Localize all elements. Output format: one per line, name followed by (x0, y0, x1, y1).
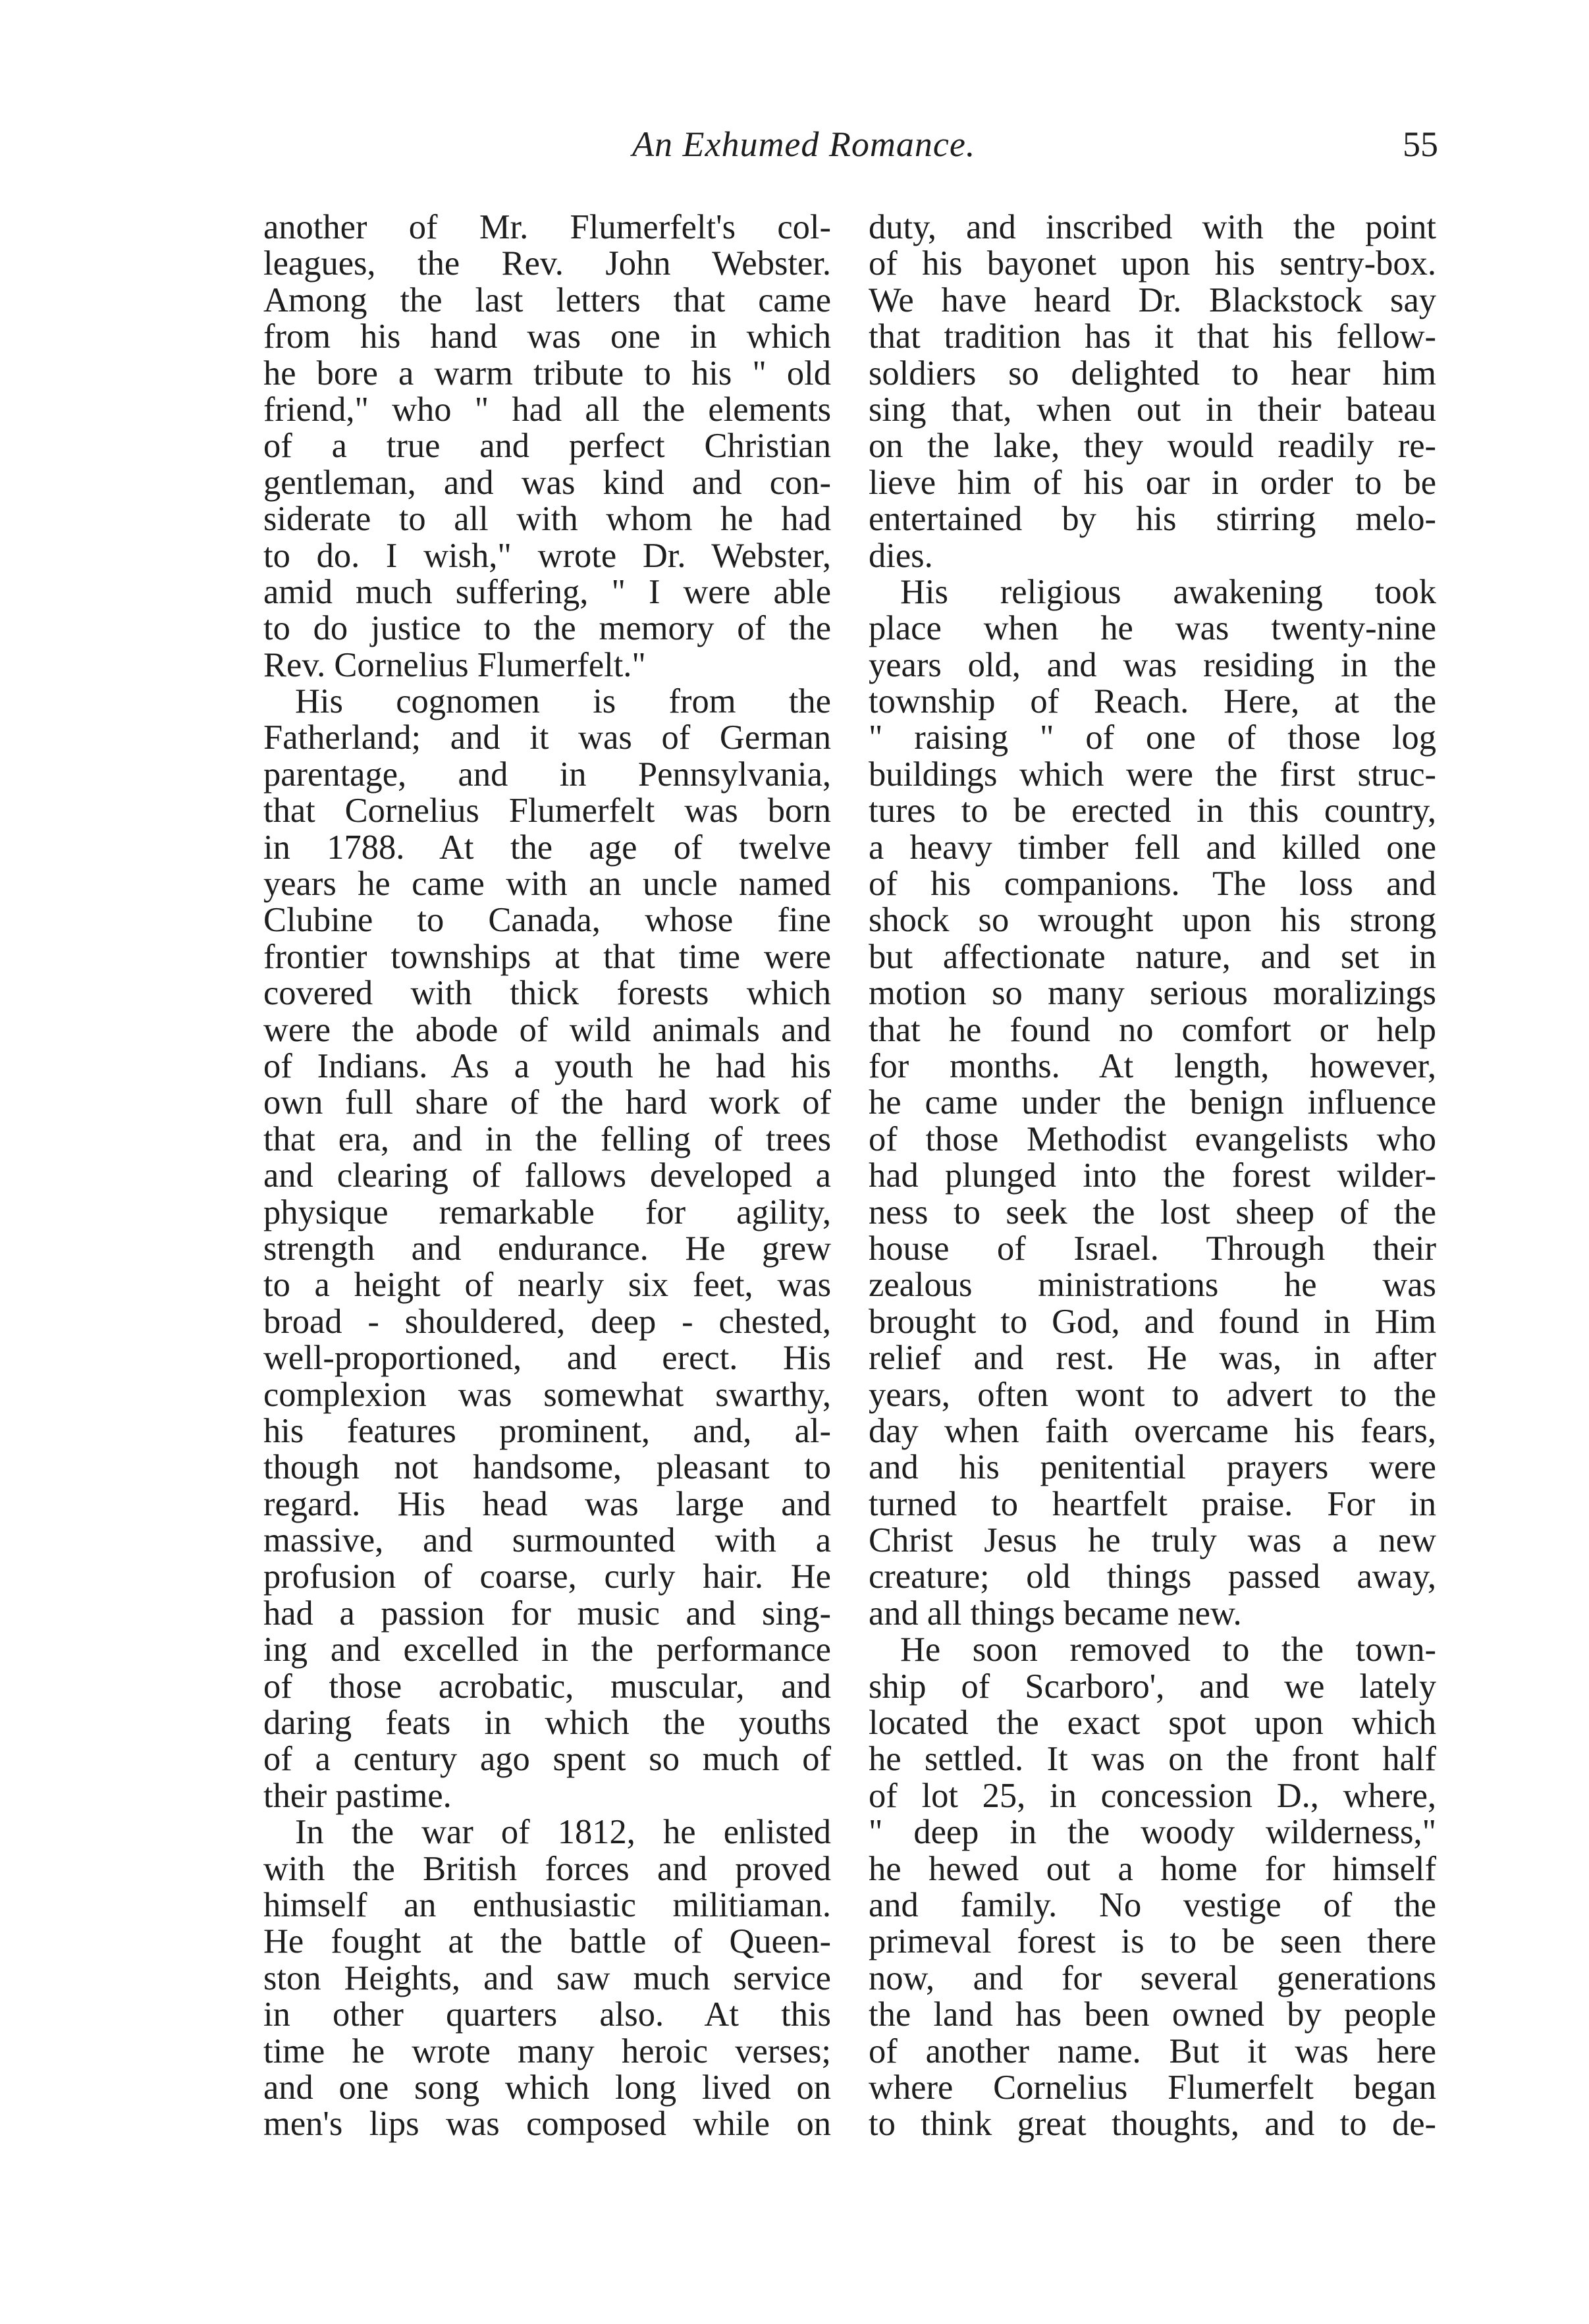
text-line: to do justice to the memory of the (263, 609, 831, 648)
text-line: primeval forest is to be seen there (869, 1922, 1436, 1961)
text-line: years he came with an uncle named (263, 865, 831, 904)
text-line: Rev. Cornelius Flumerfelt." (263, 645, 646, 684)
text-line: the land has been owned by people (869, 1995, 1436, 2034)
text-line: well-proportioned, and erect. His (263, 1339, 831, 1378)
text-line: he came under the benign influence (869, 1083, 1436, 1122)
page-number: 55 (1403, 124, 1438, 164)
text-line: their pastime. (263, 1776, 452, 1815)
text-line: frontier townships at that time were (263, 937, 831, 976)
text-line: His religious awakening took (900, 572, 1436, 611)
text-line: daring feats in which the youths (263, 1704, 831, 1743)
text-line: siderate to all with whom he had (263, 500, 831, 539)
text-line: himself an enthusiastic militiaman. (263, 1885, 831, 1924)
text-line: from his hand was one in which (263, 317, 831, 356)
text-line: dies. (869, 536, 933, 575)
text-line: amid much suffering, " I were able (263, 572, 831, 611)
text-line: located the exact spot upon which (869, 1704, 1436, 1743)
text-line: on the lake, they would readily re- (869, 427, 1436, 466)
text-line: Clubine to Canada, whose fine (263, 901, 831, 940)
text-line: own full share of the hard work of (263, 1083, 831, 1122)
text-line: parentage, and in Pennsylvania, (263, 755, 831, 794)
text-line: house of Israel. Through their (869, 1229, 1436, 1268)
text-line: to do. I wish," wrote Dr. Webster, (263, 536, 831, 575)
text-line: he hewed out a home for himself (869, 1849, 1436, 1888)
text-line: though not handsome, pleasant to (263, 1448, 831, 1487)
text-line: that tradition has it that his fellow- (869, 317, 1436, 356)
text-line: ship of Scarboro', and we lately (869, 1667, 1436, 1706)
text-line: lieve him of his oar in order to be (869, 463, 1436, 502)
text-line: His cognomen is from the (295, 682, 831, 721)
text-line: ness to seek the lost sheep of the (869, 1193, 1436, 1231)
text-line: of his bayonet upon his sentry-box. (869, 244, 1436, 283)
text-line: regard. His head was large and (263, 1484, 831, 1523)
text-line: He soon removed to the town- (900, 1631, 1436, 1669)
text-line: tures to be erected in this country, (869, 792, 1436, 830)
text-line: zealous ministrations he was (869, 1266, 1436, 1305)
text-line: creature; old things passed away, (869, 1557, 1436, 1596)
text-line: In the war of 1812, he enlisted (295, 1813, 831, 1852)
text-line: strength and endurance. He grew (263, 1229, 831, 1268)
text-line: and one song which long lived on (263, 2068, 831, 2107)
text-line: for months. At length, however, (869, 1046, 1436, 1085)
text-line: soldiers so delighted to hear him (869, 354, 1436, 392)
text-line: friend," who " had all the elements (263, 390, 831, 429)
text-line: relief and rest. He was, in after (869, 1339, 1436, 1378)
text-line: " deep in the woody wilderness," (869, 1813, 1436, 1852)
text-line: and family. No vestige of the (869, 1885, 1436, 1924)
text-line: shock so wrought upon his strong (869, 901, 1436, 940)
text-line: years, often wont to advert to the (869, 1375, 1436, 1414)
text-line: massive, and surmounted with a (263, 1521, 831, 1560)
text-line: had plunged into the forest wilder- (869, 1156, 1436, 1195)
text-line: that Cornelius Flumerfelt was born (263, 792, 831, 830)
text-line: leagues, the Rev. John Webster. (263, 244, 831, 283)
text-line: Among the last letters that came (263, 281, 831, 319)
text-line: He fought at the battle of Queen- (263, 1922, 831, 1961)
text-line: " raising " of one of those log (869, 718, 1436, 757)
text-line: men's lips was composed while on (263, 2105, 831, 2144)
text-line: but affectionate nature, and set in (869, 937, 1436, 976)
text-line: township of Reach. Here, at the (869, 682, 1436, 721)
text-line: he bore a warm tribute to his " old (263, 354, 831, 392)
text-line: had a passion for music and sing- (263, 1594, 831, 1633)
text-line: in other quarters also. At this (263, 1995, 831, 2034)
text-line: that he found no comfort or help (869, 1010, 1436, 1049)
text-line: his features prominent, and, al- (263, 1411, 831, 1450)
text-line: Fatherland; and it was of German (263, 718, 831, 757)
text-line: motion so many serious moralizings (869, 974, 1436, 1013)
text-line: that era, and in the felling of trees (263, 1120, 831, 1158)
text-line: place when he was twenty-nine (869, 609, 1436, 648)
text-line: were the abode of wild animals and (263, 1010, 831, 1049)
text-line: turned to heartfelt praise. For in (869, 1484, 1436, 1523)
text-line: and clearing of fallows developed a (263, 1156, 831, 1195)
text-line: of those Methodist evangelists who (869, 1120, 1436, 1158)
text-line: time he wrote many heroic verses; (263, 2032, 831, 2070)
text-line: complexion was somewhat swarthy, (263, 1375, 831, 1414)
text-line: profusion of coarse, curly hair. He (263, 1557, 831, 1596)
text-line: of a century ago spent so much of (263, 1740, 831, 1779)
text-line: buildings which were the first struc- (869, 755, 1436, 794)
text-line: covered with thick forests which (263, 974, 831, 1013)
text-line: of his companions. The loss and (869, 865, 1436, 904)
text-line: day when faith overcame his fears, (869, 1411, 1436, 1450)
text-line: of another name. But it was here (869, 2032, 1436, 2070)
text-line: Christ Jesus he truly was a new (869, 1521, 1436, 1560)
text-line: to think great thoughts, and to de- (869, 2105, 1436, 2144)
left-text-column (263, 209, 831, 2143)
text-line: of a true and perfect Christian (263, 427, 831, 466)
text-line: and all things became new. (869, 1594, 1242, 1633)
text-line: broad - shouldered, deep - chested, (263, 1302, 831, 1341)
text-line: where Cornelius Flumerfelt began (869, 2068, 1436, 2107)
text-line: now, and for several generations (869, 1959, 1436, 1997)
text-line: he settled. It was on the front half (869, 1740, 1436, 1779)
text-line: another of Mr. Flumerfelt's col- (263, 208, 831, 246)
text-line: with the British forces and proved (263, 1849, 831, 1888)
text-line: and his penitential prayers were (869, 1448, 1436, 1487)
running-title: An Exhumed Romance. (632, 124, 976, 164)
text-line: of Indians. As a youth he had his (263, 1046, 831, 1085)
text-line: a heavy timber fell and killed one (869, 828, 1436, 867)
text-line: of lot 25, in concession D., where, (869, 1776, 1436, 1815)
text-line: of those acrobatic, muscular, and (263, 1667, 831, 1706)
text-line: gentleman, and was kind and con- (263, 463, 831, 502)
text-line: sing that, when out in their bateau (869, 390, 1436, 429)
text-line: to a height of nearly six feet, was (263, 1266, 831, 1305)
text-line: years old, and was residing in the (869, 645, 1436, 684)
text-line: physique remarkable for agility, (263, 1193, 831, 1231)
text-line: entertained by his stirring melo- (869, 500, 1436, 539)
text-line: in 1788. At the age of twelve (263, 828, 831, 867)
text-line: duty, and inscribed with the point (869, 208, 1436, 246)
text-line: ston Heights, and saw much service (263, 1959, 831, 1997)
text-line: brought to God, and found in Him (869, 1302, 1436, 1341)
text-line: We have heard Dr. Blackstock say (869, 281, 1436, 319)
right-text-column (869, 209, 1436, 2143)
text-line: ing and excelled in the performance (263, 1631, 831, 1669)
